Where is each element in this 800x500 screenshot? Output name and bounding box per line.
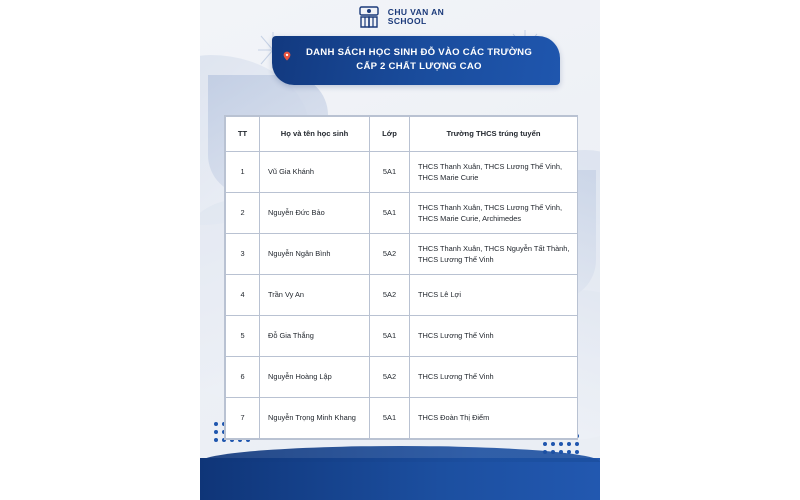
cell-tt: 1 <box>226 152 260 193</box>
poster-canvas <box>200 0 600 500</box>
cell-class: 5A1 <box>370 152 410 193</box>
cell-name: Đỗ Gia Thắng <box>260 316 370 357</box>
school-logo-text <box>388 8 444 26</box>
cell-tt: 6 <box>226 357 260 398</box>
title-banner <box>272 36 560 85</box>
cell-class: 5A2 <box>370 357 410 398</box>
cell-tt: 2 <box>226 193 260 234</box>
cell-tt: 3 <box>226 234 260 275</box>
school-name-line-1: CHU VAN AN <box>387 7 445 18</box>
table-row <box>226 398 578 439</box>
school-name-line-2: SCHOOL <box>387 16 427 26</box>
cell-class: 5A1 <box>370 316 410 357</box>
banner-line-2: CẤP 2 CHẤT LƯỢNG CAO <box>356 60 482 72</box>
cell-school: THCS Thanh Xuân, THCS Lương Thế Vinh, THCS Marie Curie <box>410 152 578 193</box>
cell-name: Nguyễn Đức Bảo <box>260 193 370 234</box>
table-row <box>226 316 578 357</box>
cell-name: Nguyễn Ngân Bình <box>260 234 370 275</box>
cell-name: Nguyễn Hoàng Lập <box>260 357 370 398</box>
cell-name: Nguyễn Trọng Minh Khang <box>260 398 370 439</box>
cell-school: THCS Thanh Xuân, THCS Nguyễn Tất Thành, THCS Lương Thế Vinh <box>410 234 578 275</box>
bottom-bar-wave <box>200 446 600 462</box>
cell-school: THCS Lương Thế Vinh <box>410 357 578 398</box>
table-row <box>226 193 578 234</box>
table-header-row <box>226 117 578 152</box>
table-row <box>226 152 578 193</box>
cell-class: 5A1 <box>370 398 410 439</box>
cell-class: 5A2 <box>370 234 410 275</box>
cell-class: 5A2 <box>370 275 410 316</box>
cell-name: Trần Vy An <box>260 275 370 316</box>
table-row <box>226 275 578 316</box>
table-row <box>226 234 578 275</box>
table-row <box>226 357 578 398</box>
cell-class: 5A1 <box>370 193 410 234</box>
column-header-class: Lớp <box>370 117 410 152</box>
cell-tt: 4 <box>226 275 260 316</box>
column-header-school: Trường THCS trúng tuyển <box>410 117 578 152</box>
results-table <box>224 115 578 440</box>
cell-tt: 7 <box>226 398 260 439</box>
column-header-tt: TT <box>226 117 260 152</box>
column-header-name: Họ và tên học sinh <box>260 117 370 152</box>
cell-tt: 5 <box>226 316 260 357</box>
cell-name: Vũ Gia Khánh <box>260 152 370 193</box>
bottom-bar <box>200 458 600 500</box>
pin-icon <box>282 48 292 58</box>
school-logo <box>200 4 600 30</box>
cell-school: THCS Lê Lợi <box>410 275 578 316</box>
school-crest-icon <box>356 4 382 30</box>
cell-school: THCS Đoàn Thị Điểm <box>410 398 578 439</box>
cell-school: THCS Lương Thế Vinh <box>410 316 578 357</box>
cell-school: THCS Thanh Xuân, THCS Lương Thế Vinh, THCS Marie Curie, Archimedes <box>410 193 578 234</box>
banner-line-1: DANH SÁCH HỌC SINH ĐỖ VÀO CÁC TRƯỜNG <box>305 47 533 58</box>
